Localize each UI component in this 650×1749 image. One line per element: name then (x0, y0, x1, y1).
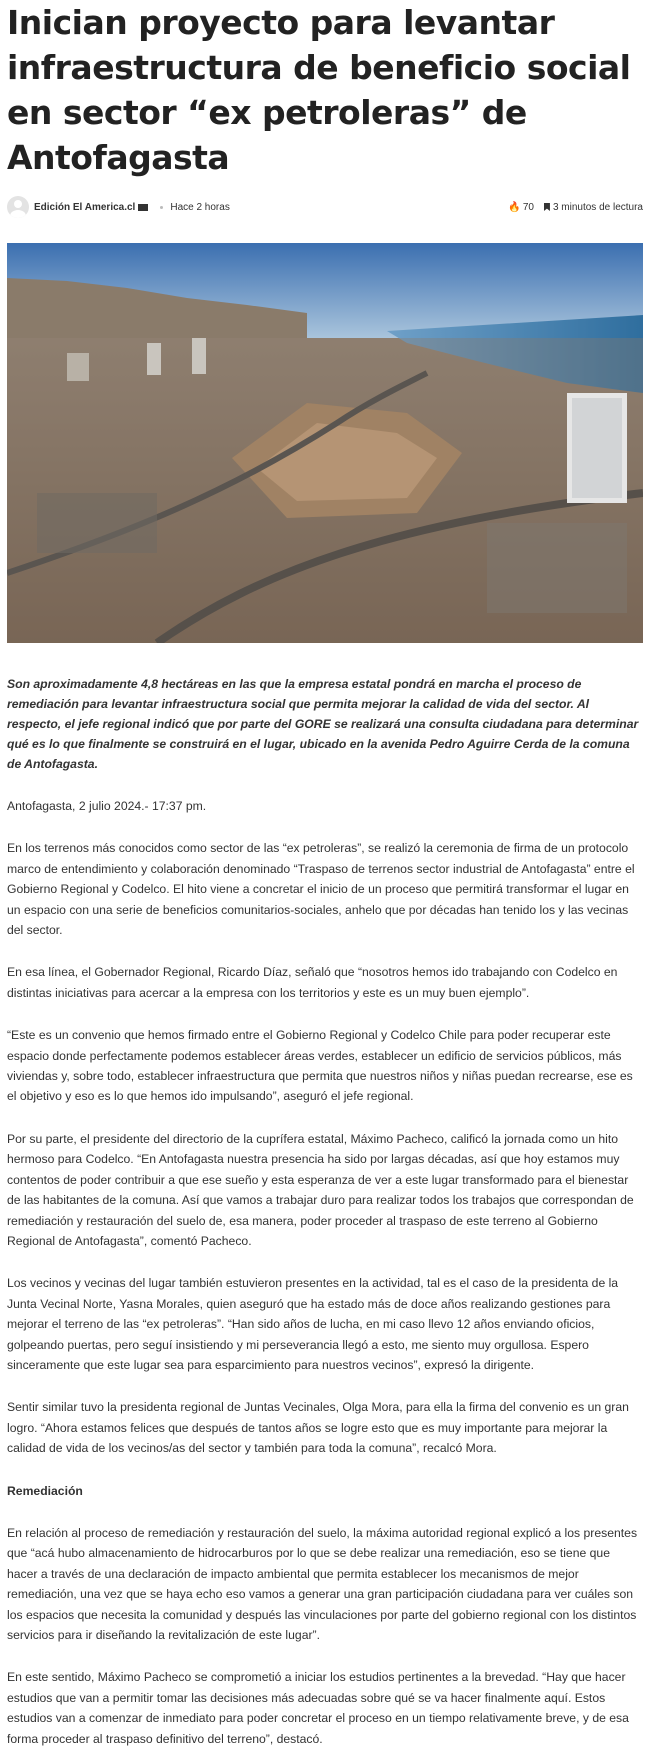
paragraph: En relación al proceso de remediación y restauración del suelo, la máxima autoridad regional explicó a los presentes que “acá hubo almacenamiento de hidrocarburos por lo que se debe realizar una remediación, eso se tiene que hacer a través de una declaración de impacto ambiental que permita establecer los mecanismos de mejor remediación, una vez que se haya echo eso vamos a generar una gran participación ciudadana para ver cuáles son los espacios que necesita la comunidad y después las vinculaciones por parte del gobierno regional con los distintos servicios para ir diseñando la revitalización de este lugar”. (7, 1525, 638, 1642)
article-hero-image (7, 243, 643, 643)
paragraph: Los vecinos y vecinas del lugar también estuvieron presentes en la actividad, tal es el caso de la presidenta de la Junta Vecinal Norte, Yasna Morales, quien aseguró que ha estado más de doce años realizando gestiones para mejorar el terreno de las “ex petroleras”. “Han sido años de lucha, en mi caso llevo 12 años enviando oficios, golpeando puertas, pero seguí insistiendo y mi perseverancia llegó a esto, me siento muy orgullosa. Espero sinceramente que este lugar sea para esparcimiento para nuestros vecinos”, expresó la dirigente. (7, 1276, 619, 1372)
paragraph: En los terrenos más conocidos como sector de las “ex petroleras”, se realizó la ceremonia de firma de un protocolo marco de entendimiento y colaboración denominado “Traspaso de terrenos sector industrial de Antofagasta” entre el Gobierno Regional y Codelco. El hito viene a concretar el inicio de un proceso que permitirá transformar el lugar en un espacio con una serie de beneficios comunitarios-sociales, anhelo que por décadas han tenido los y las vecinas del sector. (7, 841, 635, 938)
bookmark-icon (544, 203, 550, 211)
paragraph: En esa línea, el Gobernador Regional, Ricardo Díaz, señaló que “nosotros hemos ido trabajando con Codelco en distintas iniciativas para acercar a la empresa con los territorios y este es un muy buen ejemplo”. (7, 965, 618, 1000)
paragraph: “Este es un convenio que hemos firmado entre el Gobierno Regional y Codelco Chile para poder recuperar este espacio donde perfectamente podemos establecer áreas verdes, establecer un edificio de servicios públicos, más viviendas y, sobre todo, establecer infraestructura que permita que nuestros niños y niñas puedan recrearse, ese es el objetivo y eso es lo que hemos ido impulsando”, aseguró el jefe regional. (7, 1028, 633, 1104)
section-subheading: Remediación (7, 1483, 83, 1498)
mail-icon[interactable] (138, 204, 148, 211)
fire-icon: 🔥 (508, 201, 521, 213)
paragraph: Por su parte, el presidente del directorio de la cuprífera estatal, Máximo Pacheco, calificó la jornada como un hito hermoso para Codelco. “En Antofagasta nuestra presencia ha sido por largas décadas, así que hoy estamos muy contentos de poder contribuir a que ese sueño y esta esperanza de ver a este lugar transformado para el bienestar de las habitantes de la comuna. Así que vamos a trabajar duro para realizar todos los trabajos que correspondan de remediación y restauración del suelo de, esa manera, poder proceder al traspaso de este terreno al Gobierno Regional de Antofagasta”, comentó Pacheco. (7, 1131, 634, 1248)
paragraph: Sentir similar tuvo la presidenta regional de Juntas Vecinales, Olga Mora, para ella la firma del convenio es un gran logro. “Ahora estamos felices que después de tantos años se logre esto que es muy importante para mejorar la calidad de vida de los vecinos/as del sector y también para toda la comuna”, recalcó Mora. (7, 1400, 629, 1456)
author-name[interactable]: Edición El America.cl (34, 201, 136, 213)
paragraph: En este sentido, Máximo Pacheco se comprometió a iniciar los estudios pertinentes a la brevedad. “Hay que hacer estudios que van a permitir tomar las decisiones más adecuadas sobre qué se va hacer finalmente aquí. Estos estudios van a comenzar de inmediato para poder concretar el proceso en un tiempo relativamente breve, y de esa forma proceder al traspaso definitivo del terreno”, destacó. (7, 1670, 629, 1746)
article-lead: Son aproximadamente 4,8 hectáreas en las que la empresa estatal pondrá en marcha el proceso de remediación para levantar infraestructura social que permita mejorar la calidad de vida del sector. Al respecto, el jefe regional indicó que por parte del GORE se realizará una consulta ciudadana para determinar qué es lo que finalmente se construirá en el lugar, ubicado en la avenida Pedro Aguirre Cerda de la comuna de Antofagasta. (7, 677, 639, 771)
article-stats (508, 202, 643, 213)
article-title: Inician proyecto para levantar infraestructura de beneficio social en sector “ex petroleras” de Antofagasta (7, 3, 631, 177)
dateline: Antofagasta, 2 julio 2024.- 17:37 pm. (7, 799, 207, 813)
separator-dot (160, 206, 163, 209)
article-meta (7, 194, 643, 220)
view-count: 70 (522, 201, 534, 213)
article-body (7, 796, 643, 1749)
author-avatar[interactable] (7, 196, 29, 218)
publish-time: Hace 2 horas (170, 201, 230, 213)
read-time: 3 minutos de lectura (552, 201, 643, 213)
